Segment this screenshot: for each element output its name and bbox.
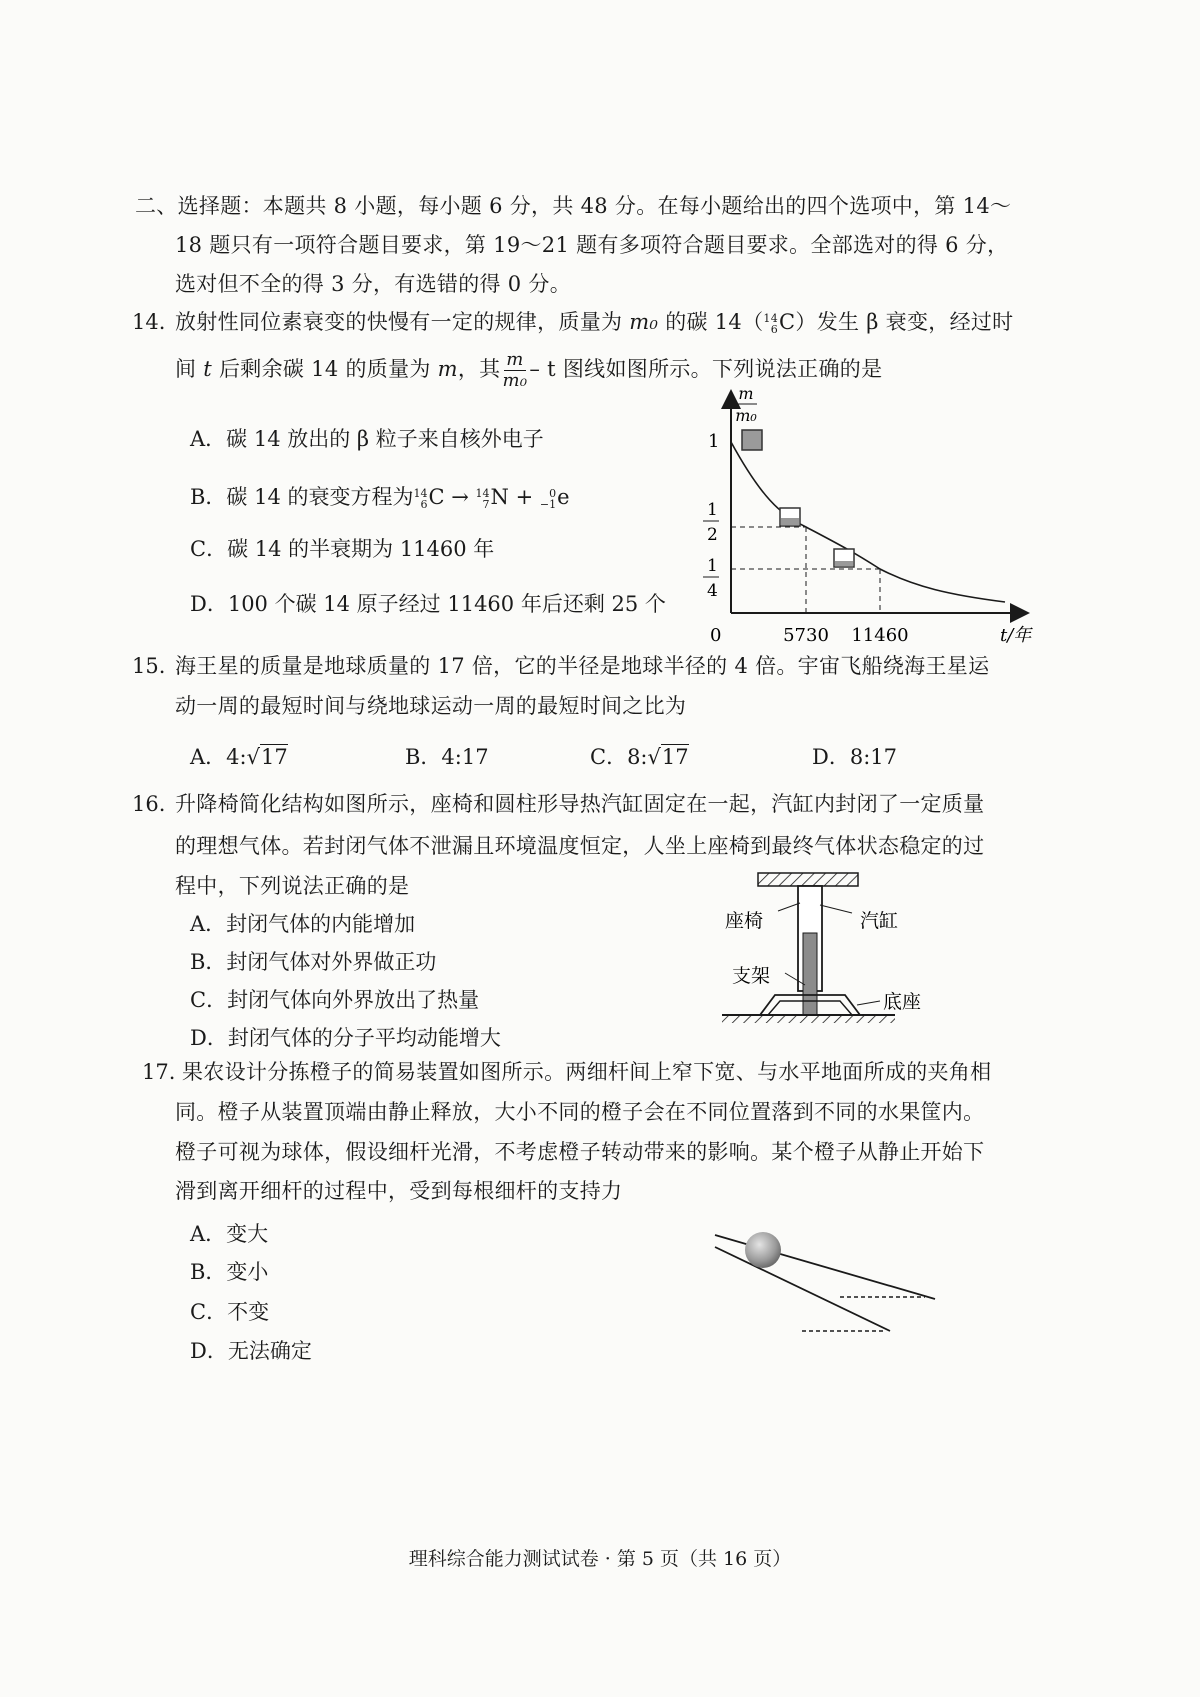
option-c[interactable]: C．不变	[190, 1300, 270, 1324]
origin-label: 0	[710, 625, 722, 646]
question-number: 16.	[132, 792, 166, 816]
seat	[758, 873, 858, 886]
y-tick-quarter-den: 4	[707, 581, 718, 601]
answer-box-1	[742, 430, 762, 450]
answer-box-3-fill	[835, 561, 853, 566]
nuclide-numbers	[414, 488, 428, 510]
option-b[interactable]: B．变小	[190, 1260, 269, 1284]
label-cylinder: 汽缸	[860, 910, 899, 932]
option-c[interactable]: C．碳 14 的半衰期为 11460 年	[190, 537, 495, 561]
fraction-m-over-m0	[502, 350, 527, 391]
x-axis-label: t/年	[1000, 625, 1032, 646]
decay-curve	[731, 442, 1005, 602]
fraction-denominator: m₀	[502, 370, 528, 391]
option-text: A．4:	[190, 745, 247, 769]
section-line-3: 选对但不全的得 3 分，有选错的得 0 分。	[175, 272, 572, 296]
option-a[interactable]: A．4:√17	[190, 745, 288, 769]
atomic-number: −1	[539, 497, 557, 511]
piston-rod	[803, 933, 817, 1015]
option-b[interactable]: B．封闭气体对外界做正功	[190, 950, 437, 974]
text-segment: 放射性同位素衰变的快慢有一定的规律，质量为	[175, 310, 630, 334]
x-tick-5730: 5730	[783, 625, 829, 646]
text-segment: 的碳 14（	[658, 310, 764, 334]
question-text-line-2: 的理想气体。若封闭气体不泄漏且环境温度恒定，人坐上座椅到最终气体状态稳定的过	[175, 834, 985, 858]
radicand: 17	[661, 745, 689, 769]
orange-sorter-diagram	[710, 1215, 950, 1345]
question-text-line-4: 滑到离开细杆的过程中，受到每根细杆的支持力	[175, 1179, 623, 1203]
mass-number: 14	[413, 486, 428, 500]
question-text-line-1: 海王星的质量是地球质量的 17 倍，它的半径是地球半径的 4 倍。宇宙飞船绕海王星运	[175, 654, 990, 678]
section-line-2: 18 题只有一项符合题目要求，第 19～21 题有多项符合题目要求。全部选对的得 6 分，	[175, 233, 1009, 257]
option-text: B．碳 14 的衰变方程为	[190, 485, 414, 509]
text-segment: 间	[175, 357, 204, 381]
text-segment: 后剩余碳 14 的质量为	[212, 357, 438, 381]
y-tick-quarter-num: 1	[707, 556, 718, 576]
text-segment: – t 图线如图所示。下列说法正确的是	[529, 357, 883, 381]
element-symbol: C	[779, 310, 796, 334]
option-b[interactable]: B．4:17	[405, 745, 489, 769]
option-a[interactable]: A．变大	[190, 1222, 269, 1246]
text-segment: ，其	[457, 357, 501, 381]
lift-chair-diagram	[720, 865, 980, 1040]
element-symbol: C →	[428, 485, 476, 509]
element-symbol: e	[557, 485, 570, 509]
option-d[interactable]: D．8:17	[812, 745, 897, 769]
answer-box-2-fill	[781, 518, 799, 525]
question-number: 15.	[132, 654, 166, 678]
option-a[interactable]: A．封闭气体的内能增加	[190, 912, 416, 936]
y-tick-half-den: 2	[707, 525, 718, 545]
y-tick-half-num: 1	[707, 500, 718, 520]
radicand: 17	[261, 745, 288, 769]
ground-hatch	[722, 1016, 895, 1023]
y-tick-1: 1	[708, 431, 720, 452]
cylinder-leader	[820, 905, 852, 913]
option-c[interactable]: C．封闭气体向外界放出了热量	[190, 988, 480, 1012]
nuclide-numbers	[763, 313, 778, 335]
question-text-line-2: 同。橙子从装置顶端由静止释放，大小不同的橙子会在不同位置落到不同的水果筐内。	[175, 1100, 985, 1124]
fraction-numerator: m	[506, 349, 524, 370]
atomic-number: 6	[770, 322, 779, 336]
question-text-line-2: 动一周的最短时间与绕地球运动一周的最短时间之比为	[175, 694, 687, 718]
option-d[interactable]: D．封闭气体的分子平均动能增大	[190, 1026, 501, 1050]
option-c[interactable]: C．8:√17	[590, 745, 689, 769]
option-b[interactable]	[190, 483, 570, 511]
symbol-m: m	[437, 357, 458, 381]
label-seat: 座椅	[725, 910, 764, 932]
nuclide-numbers	[540, 488, 556, 510]
base-leader	[857, 1001, 880, 1005]
seat-leader	[778, 903, 800, 911]
symbol-m0: m₀	[629, 310, 659, 334]
label-base: 底座	[883, 991, 922, 1013]
symbol-t: t	[203, 357, 213, 381]
option-a[interactable]: A．碳 14 放出的 β 粒子来自核外电子	[190, 427, 544, 451]
element-symbol: N +	[490, 485, 540, 509]
option-text: C．8:	[590, 745, 648, 769]
question-number: 14.	[132, 310, 166, 334]
atomic-number: 7	[482, 497, 490, 511]
y-label-den: m₀	[735, 406, 757, 425]
option-d[interactable]: D．无法确定	[190, 1339, 312, 1363]
question-text-line-1: 升降椅简化结构如图所示，座椅和圆柱形导热汽缸固定在一起，汽缸内封闭了一定质量	[175, 792, 985, 816]
nuclide-numbers	[476, 488, 490, 510]
mass-number: 0	[549, 486, 557, 500]
page-footer: 理科综合能力测试试卷 · 第 5 页（共 16 页）	[408, 1548, 792, 1570]
question-text-line-1	[175, 308, 1013, 336]
section-line-1: 二、选择题：本题共 8 小题，每小题 6 分，共 48 分。在每小题给出的四个选项中，第 14～	[135, 194, 1012, 218]
mass-number: 14	[763, 311, 779, 325]
atomic-number: 6	[420, 497, 428, 511]
text-segment: ）发生 β 衰变，经过时	[795, 310, 1014, 334]
label-support: 支架	[732, 965, 771, 987]
orange-ball	[745, 1232, 781, 1268]
question-text-line-3: 程中，下列说法正确的是	[175, 874, 410, 898]
question-number: 17.	[142, 1060, 176, 1084]
question-text-line-1: 果农设计分拣橙子的简易装置如图所示。两细杆间上窄下宽、与水平地面所成的夹角相	[182, 1060, 992, 1084]
x-tick-11460: 11460	[851, 625, 909, 646]
mass-number: 14	[475, 486, 490, 500]
y-label-num: m	[738, 385, 754, 403]
question-text-line-3: 橙子可视为球体，假设细杆光滑，不考虑橙子转动带来的影响。某个橙子从静止开始下	[175, 1140, 985, 1164]
option-d[interactable]: D．100 个碳 14 原子经过 11460 年后还剩 25 个	[190, 592, 666, 616]
decay-graph	[700, 385, 1040, 655]
